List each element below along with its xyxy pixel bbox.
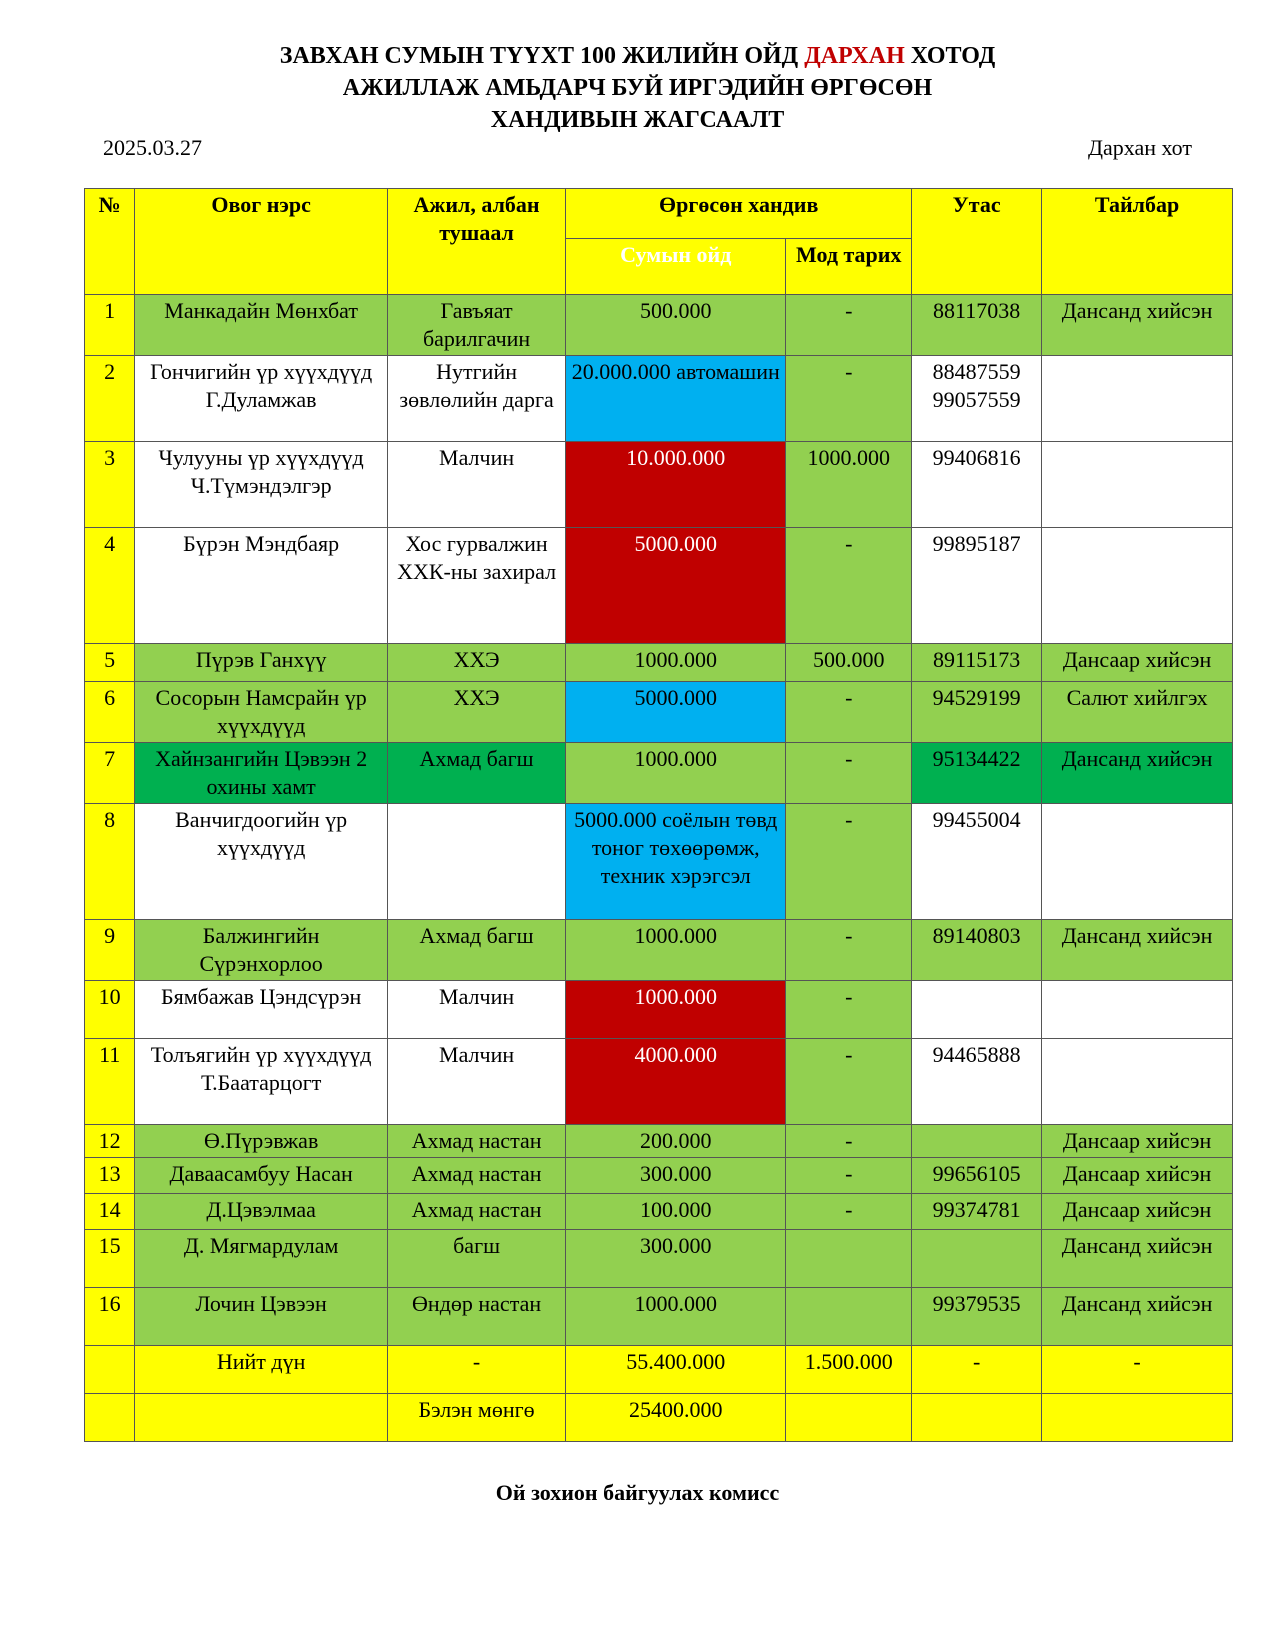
title-line-2: АЖИЛЛАЖ АМЬДАРЧ БУЙ ИРГЭДИЙН ӨРГӨСӨН	[342, 75, 933, 101]
row-position: Ахмад настан	[387, 1125, 565, 1158]
row-tree: -	[786, 804, 912, 920]
title-line-1: ЗАВХАН СУМЫН ТҮҮХТ 100 ЖИЛИЙН ОЙД ДАРХАН ХОТОД	[279, 43, 996, 69]
header-note: Тайлбар	[1042, 189, 1233, 295]
row-phone: 99895187	[912, 528, 1042, 644]
row-num: 9	[85, 920, 135, 981]
table-row	[85, 1158, 1233, 1194]
row-note: Дансаар хийсэн	[1042, 1125, 1233, 1158]
row-tree: -	[786, 528, 912, 644]
total-position: -	[387, 1346, 565, 1394]
row-note	[1042, 356, 1233, 442]
row-amount: 10.000.000	[566, 442, 786, 528]
row-note	[1042, 528, 1233, 644]
row-phone: 99379535	[912, 1288, 1042, 1346]
row-position: Нутгийн зөвлөлийн дарга	[387, 356, 565, 442]
row-note	[1042, 981, 1233, 1039]
row-amount: 1000.000	[566, 644, 786, 682]
row-name: Пүрэв Ганхүү	[135, 644, 388, 682]
row-name: Лочин Цэвээн	[135, 1288, 388, 1346]
row-note: Дансаар хийсэн	[1042, 644, 1233, 682]
row-num: 15	[85, 1230, 135, 1288]
row-phone: 99374781	[912, 1194, 1042, 1230]
row-tree: -	[786, 1194, 912, 1230]
row-name: Балжингийн Сүрэнхорлоо	[135, 920, 388, 981]
row-num: 3	[85, 442, 135, 528]
table-row	[85, 1288, 1233, 1346]
row-amount: 500.000	[566, 295, 786, 356]
row-tree: -	[786, 295, 912, 356]
row-num: 10	[85, 981, 135, 1039]
row-note: Дансанд хийсэн	[1042, 295, 1233, 356]
row-amount: 5000.000 соёлын төвд тоног төхөөрөмж, техник хэрэгсэл	[566, 804, 786, 920]
row-note: Дансаар хийсэн	[1042, 1158, 1233, 1194]
row-num: 5	[85, 644, 135, 682]
row-name: Даваасамбуу Насан	[135, 1158, 388, 1194]
row-position: ХХЭ	[387, 644, 565, 682]
row-tree: -	[786, 1158, 912, 1194]
row-amount: 1000.000	[566, 1288, 786, 1346]
row-note	[1042, 442, 1233, 528]
row-num: 7	[85, 743, 135, 804]
table-row	[85, 1194, 1233, 1230]
row-position: Малчин	[387, 1039, 565, 1125]
row-tree: 500.000	[786, 644, 912, 682]
row-name: Толъягийн үр хүүхдүүд Т.Баатарцогт	[135, 1039, 388, 1125]
row-position: Ахмад настан	[387, 1194, 565, 1230]
row-amount: 1000.000	[566, 981, 786, 1039]
row-position: Ахмад багш	[387, 743, 565, 804]
table-row	[85, 1039, 1233, 1125]
row-position	[387, 804, 565, 920]
row-position: Өндөр настан	[387, 1288, 565, 1346]
row-phone: 95134422	[912, 743, 1042, 804]
row-num: 14	[85, 1194, 135, 1230]
row-note: Дансанд хийсэн	[1042, 1230, 1233, 1288]
title-line-3: ХАНДИВЫН ЖАГСААЛТ	[490, 107, 785, 133]
row-num: 6	[85, 682, 135, 743]
row-name: Д.Цэвэлмаа	[135, 1194, 388, 1230]
row-name: Манкадайн Мөнхбат	[135, 295, 388, 356]
row-position: Хос гурвалжин ХХК-ны захирал	[387, 528, 565, 644]
table-row	[85, 442, 1233, 528]
row-position: багш	[387, 1230, 565, 1288]
row-num: 13	[85, 1158, 135, 1194]
table-row	[85, 528, 1233, 644]
table-row	[85, 1230, 1233, 1288]
row-name: Чулууны үр хүүхдүүд Ч.Түмэндэлгэр	[135, 442, 388, 528]
total-note: -	[1042, 1346, 1233, 1394]
title-highlight: ДАРХАН	[804, 43, 905, 69]
table-row	[85, 804, 1233, 920]
row-tree: -	[786, 356, 912, 442]
row-tree: -	[786, 743, 912, 804]
row-name: Бүрэн Мэндбаяр	[135, 528, 388, 644]
table-row	[85, 644, 1233, 682]
row-amount: 200.000	[566, 1125, 786, 1158]
header-num: №	[85, 189, 135, 295]
row-phone: 94529199	[912, 682, 1042, 743]
header-phone: Утас	[912, 189, 1042, 295]
row-tree	[786, 1230, 912, 1288]
row-tree: -	[786, 1039, 912, 1125]
cash-amount: 25400.000	[566, 1394, 786, 1442]
document-city: Дархан хот	[1087, 135, 1192, 160]
row-amount: 5000.000	[566, 528, 786, 644]
row-name: Д. Мягмардулам	[135, 1230, 388, 1288]
row-amount: 1000.000	[566, 920, 786, 981]
row-note	[1042, 804, 1233, 920]
row-phone: 88487559 99057559	[912, 356, 1042, 442]
row-phone: 99455004	[912, 804, 1042, 920]
row-phone: 89140803	[912, 920, 1042, 981]
row-name: Сосорын Намсрайн үр хүүхдүүд	[135, 682, 388, 743]
row-amount: 20.000.000 автомашин	[566, 356, 786, 442]
row-name: Бямбажав Цэндсүрэн	[135, 981, 388, 1039]
row-amount: 4000.000	[566, 1039, 786, 1125]
table-row	[85, 743, 1233, 804]
total-row	[85, 1346, 1233, 1394]
table-row	[85, 981, 1233, 1039]
row-phone: 94465888	[912, 1039, 1042, 1125]
total-label: Нийт дүн	[135, 1346, 388, 1394]
row-num: 12	[85, 1125, 135, 1158]
row-tree	[786, 1288, 912, 1346]
row-phone: 99656105	[912, 1158, 1042, 1194]
table-row	[85, 356, 1233, 442]
row-phone	[912, 1230, 1042, 1288]
row-tree: -	[786, 1125, 912, 1158]
header-name: Овог нэрс	[135, 189, 388, 295]
table-row	[85, 295, 1233, 356]
row-note: Дансаар хийсэн	[1042, 1194, 1233, 1230]
row-phone	[912, 1125, 1042, 1158]
row-position: Ахмад настан	[387, 1158, 565, 1194]
total-amount: 55.400.000	[566, 1346, 786, 1394]
row-position: ХХЭ	[387, 682, 565, 743]
row-num: 2	[85, 356, 135, 442]
row-name: Ванчигдоогийн үр хүүхдүүд	[135, 804, 388, 920]
table-row	[85, 682, 1233, 743]
row-position: Гавъяат барилгачин	[387, 295, 565, 356]
row-name: Ө.Пүрэвжав	[135, 1125, 388, 1158]
row-num: 11	[85, 1039, 135, 1125]
row-amount: 5000.000	[566, 682, 786, 743]
row-tree: -	[786, 682, 912, 743]
row-amount: 1000.000	[566, 743, 786, 804]
cash-row	[85, 1394, 1233, 1442]
row-amount: 300.000	[566, 1230, 786, 1288]
row-tree: -	[786, 920, 912, 981]
row-note: Дансанд хийсэн	[1042, 743, 1233, 804]
footer-signature: Ой зохион байгуулах комисс	[495, 1480, 780, 1505]
row-name: Хайнзангийн Цэвээн 2 охины хамт	[135, 743, 388, 804]
row-num: 16	[85, 1288, 135, 1346]
row-note: Дансанд хийсэн	[1042, 1288, 1233, 1346]
table-row	[85, 1125, 1233, 1158]
row-note: Салют хийлгэх	[1042, 682, 1233, 743]
header-donation: Өргөсөн хандив	[566, 189, 912, 239]
row-num: 8	[85, 804, 135, 920]
total-phone: -	[912, 1346, 1042, 1394]
document-title	[0, 40, 1275, 136]
row-note	[1042, 1039, 1233, 1125]
row-tree: 1000.000	[786, 442, 912, 528]
header-tree-planting: Мод тарих	[786, 239, 912, 295]
row-note: Дансанд хийсэн	[1042, 920, 1233, 981]
document-date: 2025.03.27	[103, 135, 202, 160]
row-amount: 300.000	[566, 1158, 786, 1194]
row-position: Малчин	[387, 442, 565, 528]
row-phone: 99406816	[912, 442, 1042, 528]
row-tree: -	[786, 981, 912, 1039]
row-amount: 100.000	[566, 1194, 786, 1230]
row-num: 4	[85, 528, 135, 644]
row-phone: 89115173	[912, 644, 1042, 682]
header-sum-forest: Сумын ойд	[566, 239, 786, 295]
row-num: 1	[85, 295, 135, 356]
table-row	[85, 920, 1233, 981]
cash-label: Бэлэн мөнгө	[387, 1394, 565, 1442]
total-tree: 1.500.000	[786, 1346, 912, 1394]
header-position: Ажил, албан тушаал	[387, 189, 565, 295]
row-position: Ахмад багш	[387, 920, 565, 981]
row-phone: 88117038	[912, 295, 1042, 356]
donation-table	[84, 188, 1233, 1442]
row-position: Малчин	[387, 981, 565, 1039]
row-name: Гончигийн үр хүүхдүүд Г.Дуламжав	[135, 356, 388, 442]
row-phone	[912, 981, 1042, 1039]
